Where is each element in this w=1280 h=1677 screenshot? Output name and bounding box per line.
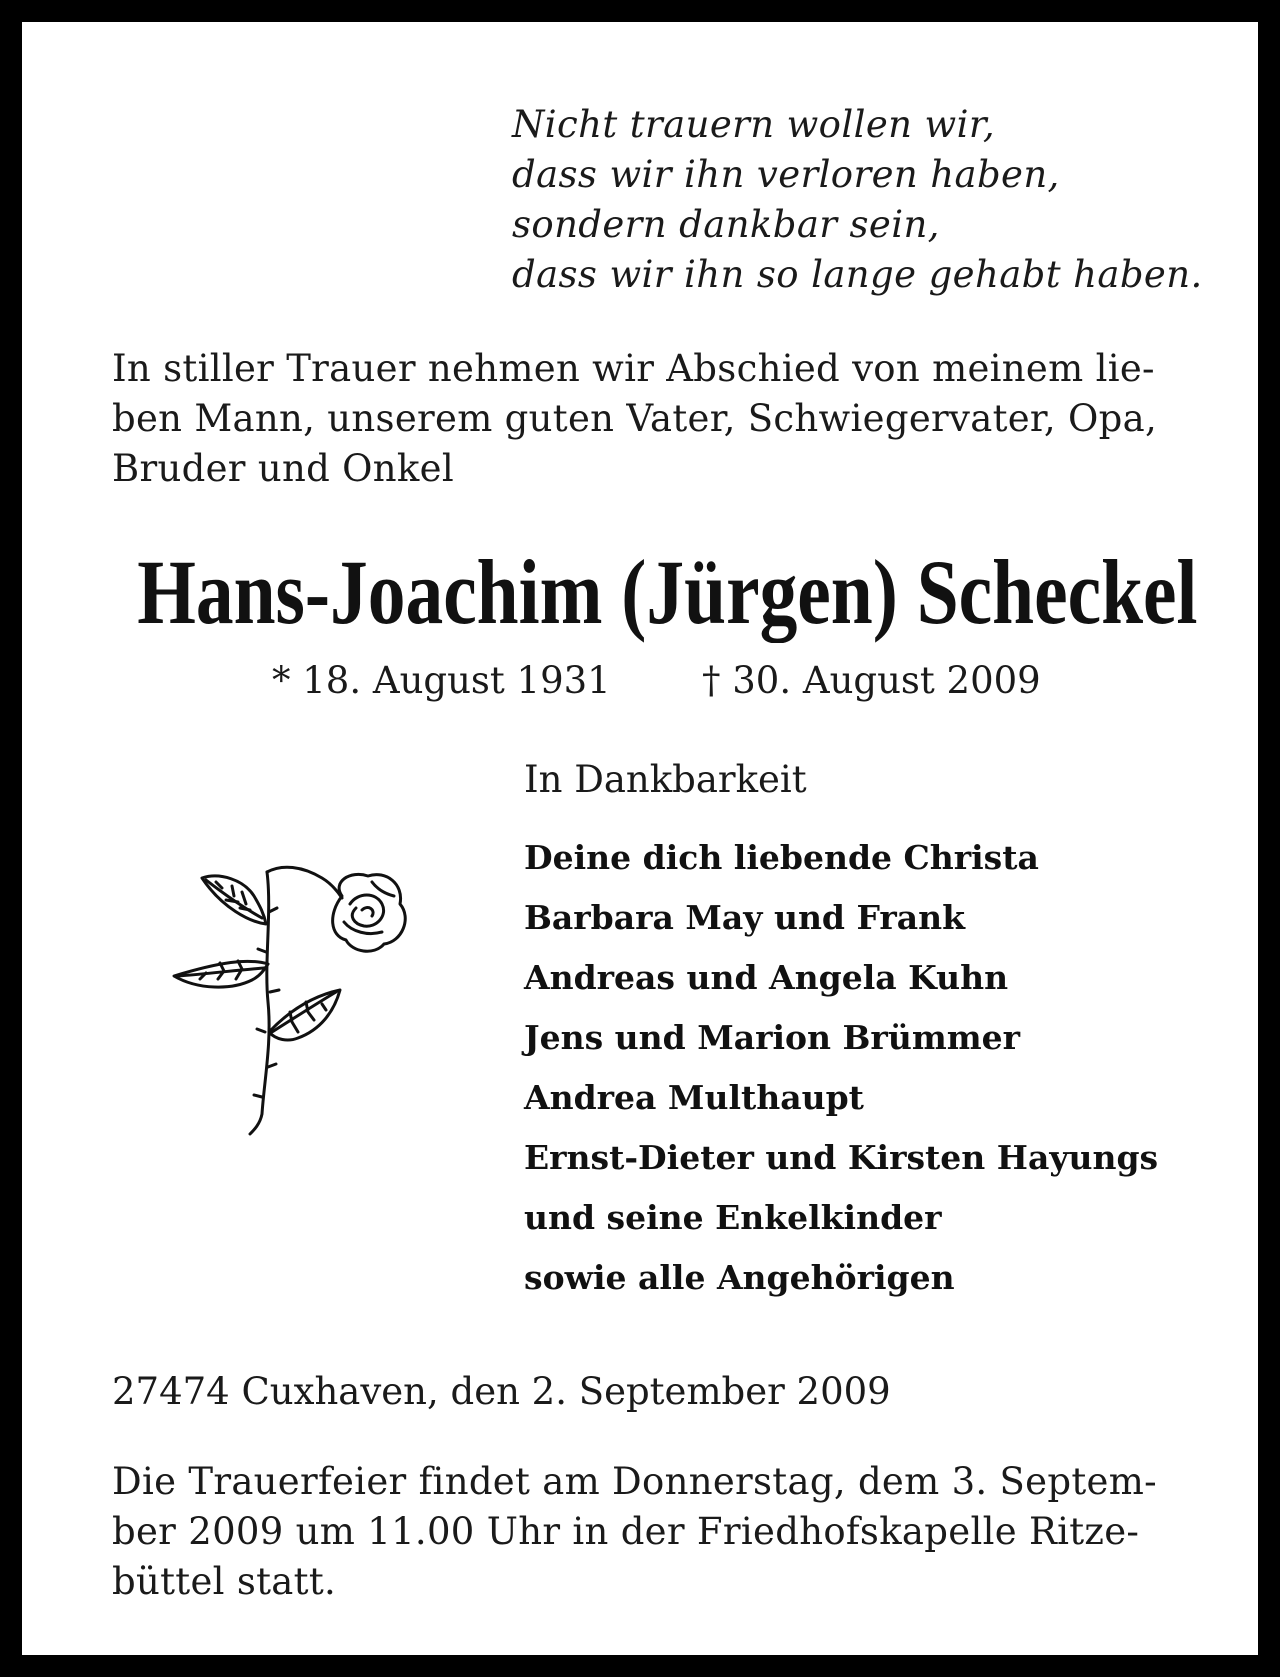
thanks-heading: In Dankbarkeit	[524, 758, 807, 801]
deceased-name: Hans-Joachim (Jürgen) Scheckel	[137, 541, 1198, 643]
place-date: 27474 Cuxhaven, den 2. September 2009	[112, 1370, 891, 1413]
birth-date: * 18. August 1931	[272, 659, 611, 702]
service-line: ber 2009 um 11.00 Uhr in der Friedhofskapelle Ritze-	[112, 1510, 1140, 1553]
mourner-line: und seine Enkelkinder	[524, 1198, 942, 1237]
death-date: † 30. August 2009	[702, 659, 1041, 702]
rose-icon	[172, 852, 442, 1152]
mourner-line: Andreas und Angela Kuhn	[524, 958, 1009, 997]
poem-line: dass wir ihn so lange gehabt haben.	[512, 253, 1203, 296]
service-line: Die Trauerfeier findet am Donnerstag, dem 3. Septem-	[112, 1460, 1157, 1503]
poem-line: dass wir ihn verloren haben,	[512, 153, 1060, 196]
service-line: büttel statt.	[112, 1560, 337, 1603]
mourner-line: Barbara May und Frank	[524, 898, 965, 937]
mourners-list	[524, 828, 1158, 1308]
poem	[512, 100, 1203, 300]
mourner-line: Andrea Multhaupt	[524, 1078, 864, 1117]
mourner-line: Deine dich liebende Christa	[524, 838, 1039, 877]
intro-line: ben Mann, unserem guten Vater, Schwiegervater, Opa,	[112, 397, 1158, 440]
poem-line: sondern dankbar sein,	[512, 203, 940, 246]
poem-line: Nicht trauern wollen wir,	[512, 103, 995, 146]
mourner-line: sowie alle Angehörigen	[524, 1258, 955, 1297]
intro-text	[112, 344, 1212, 494]
intro-line: Bruder und Onkel	[112, 447, 454, 490]
mourner-line: Ernst-Dieter und Kirsten Hayungs	[524, 1138, 1159, 1177]
service-info	[112, 1457, 1157, 1607]
mourner-line: Jens und Marion Brümmer	[524, 1018, 1021, 1057]
intro-line: In stiller Trauer nehmen wir Abschied von meinem lie-	[112, 347, 1155, 390]
